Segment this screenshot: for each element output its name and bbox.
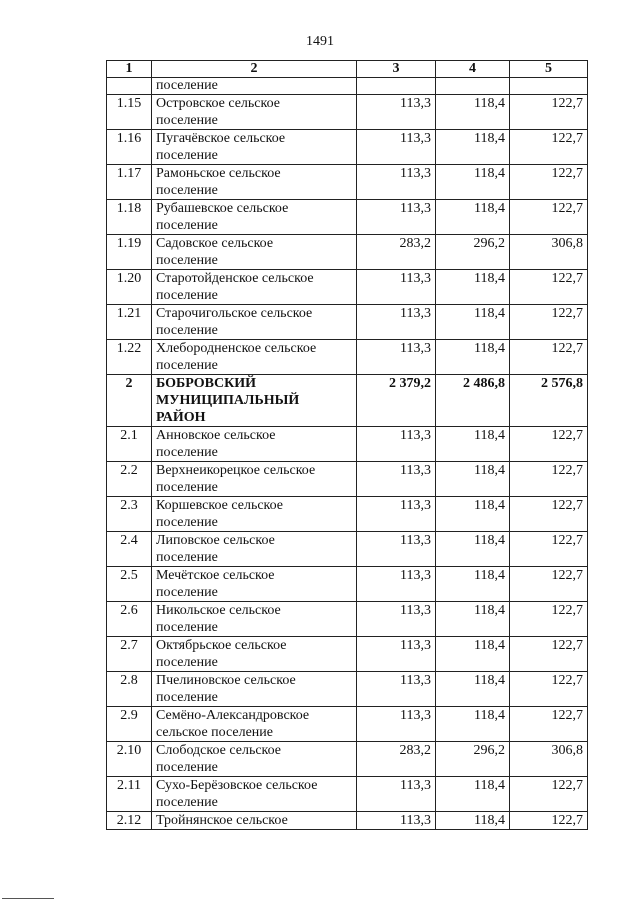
table-row [107, 532, 588, 567]
district-value-5: 2 576,8 [510, 375, 588, 427]
row-name-line-2: сельское поселение [156, 725, 273, 740]
row-value-3: 113,3 [357, 200, 436, 235]
row-value-3: 113,3 [357, 532, 436, 567]
row-name-line-2: поселение [156, 253, 218, 268]
row-value-4: 296,2 [436, 742, 510, 777]
table-header-row [107, 61, 588, 78]
row-name-line-2: поселение [156, 323, 218, 338]
row-name [152, 165, 357, 200]
row-name [152, 200, 357, 235]
row-number: 2.10 [107, 742, 152, 777]
row-name-line-2: поселение [156, 620, 218, 635]
row-value-5: 122,7 [510, 497, 588, 532]
row-number: 1.18 [107, 200, 152, 235]
header-col-2: 2 [152, 61, 357, 78]
row-value-3: 113,3 [357, 462, 436, 497]
row-name-line-1: Мечётское сельское [156, 568, 275, 583]
row-name [152, 95, 357, 130]
row-name-line-1: Октябрьское сельское [156, 638, 287, 653]
row-value-5: 306,8 [510, 742, 588, 777]
row-value-3: 113,3 [357, 707, 436, 742]
row-name-line-1: Сухо-Берёзовское сельское [156, 778, 318, 793]
row-value-4: 118,4 [436, 672, 510, 707]
row-value-5: 122,7 [510, 812, 588, 830]
row-value-4: 118,4 [436, 427, 510, 462]
table-row [107, 427, 588, 462]
row-name [152, 742, 357, 777]
row-name-line-1: Садовское сельское [156, 236, 274, 251]
row-value-3: 113,3 [357, 637, 436, 672]
row-name [152, 427, 357, 462]
table-row [107, 637, 588, 672]
row-value-4: 118,4 [436, 532, 510, 567]
row-value-4: 118,4 [436, 812, 510, 830]
row-name-line-2: поселение [156, 288, 218, 303]
district-name-line-1: БОБРОВСКИЙ [156, 376, 257, 391]
row-value-3: 113,3 [357, 270, 436, 305]
table-row [107, 497, 588, 532]
table-row [107, 270, 588, 305]
row-number: 2.7 [107, 637, 152, 672]
table-row [107, 812, 588, 830]
row-name-line-1: Липовское сельское [156, 533, 275, 548]
row-value-3: 283,2 [357, 742, 436, 777]
row-name [152, 130, 357, 165]
header-col-3: 3 [357, 61, 436, 78]
row-value-4: 118,4 [436, 462, 510, 497]
table-row [107, 200, 588, 235]
row-name [152, 462, 357, 497]
district-row [107, 375, 588, 427]
row-number: 1.20 [107, 270, 152, 305]
page-number: 1491 [306, 34, 334, 49]
row-name [152, 532, 357, 567]
row-number: 1.16 [107, 130, 152, 165]
row-name [152, 637, 357, 672]
row-name-line-2: поселение [156, 445, 218, 460]
row-number: 1.15 [107, 95, 152, 130]
row-value-5: 122,7 [510, 130, 588, 165]
row-value-3: 113,3 [357, 305, 436, 340]
table-row [107, 305, 588, 340]
district-number: 2 [107, 375, 152, 427]
row-name [152, 235, 357, 270]
row-number: 2.1 [107, 427, 152, 462]
row-value-5: 122,7 [510, 532, 588, 567]
table-row [107, 462, 588, 497]
row-value-5: 122,7 [510, 672, 588, 707]
row-value-3: 113,3 [357, 427, 436, 462]
row-name-line-2: поселение [156, 655, 218, 670]
row-name-line-2: поселение [156, 148, 218, 163]
row-name-line-1: Пчелиновское сельское [156, 673, 296, 688]
row-value-4: 118,4 [436, 130, 510, 165]
row-name-line-2: поселение [156, 113, 218, 128]
row-value-5: 122,7 [510, 567, 588, 602]
district-value-3: 2 379,2 [357, 375, 436, 427]
row-value-3: 113,3 [357, 602, 436, 637]
row-name-line-2: поселение [156, 515, 218, 530]
row-value-4 [436, 78, 510, 95]
row-value-5: 122,7 [510, 200, 588, 235]
row-name-line-1: Семёно-Александровское [156, 708, 310, 723]
row-name-line-2: поселение [156, 358, 218, 373]
row-name-line-2: поселение [156, 218, 218, 233]
row-value-4: 118,4 [436, 200, 510, 235]
row-value-3: 113,3 [357, 95, 436, 130]
header-col-1: 1 [107, 61, 152, 78]
row-value-3: 113,3 [357, 777, 436, 812]
row-name-line-1: Рамоньское сельское [156, 166, 281, 181]
budget-table [106, 60, 588, 830]
row-value-3 [357, 78, 436, 95]
row-name-line-1: Островское сельское [156, 96, 280, 111]
footer-rule [2, 898, 54, 899]
table-row [107, 602, 588, 637]
row-name [152, 270, 357, 305]
row-value-3: 113,3 [357, 497, 436, 532]
row-name-line-1: Никольское сельское [156, 603, 281, 618]
row-name [152, 340, 357, 375]
row-value-5: 122,7 [510, 340, 588, 375]
row-value-4: 118,4 [436, 95, 510, 130]
row-name [152, 707, 357, 742]
row-number: 2.6 [107, 602, 152, 637]
row-value-4: 118,4 [436, 340, 510, 375]
row-name [152, 497, 357, 532]
row-name-line-2: поселение [156, 480, 218, 495]
row-number: 1.17 [107, 165, 152, 200]
row-value-5: 122,7 [510, 602, 588, 637]
row-name [152, 777, 357, 812]
row-value-4: 118,4 [436, 777, 510, 812]
row-name-line-1: Старотойденское сельское [156, 271, 314, 286]
table-row [107, 777, 588, 812]
table-row [107, 672, 588, 707]
row-name-line-1: Верхнеикорецкое сельское [156, 463, 316, 478]
row-value-5: 122,7 [510, 427, 588, 462]
district-name-line-3: РАЙОН [156, 410, 206, 425]
row-name-line-1: Слободское сельское [156, 743, 282, 758]
row-name [152, 602, 357, 637]
table-row [107, 165, 588, 200]
row-number: 1.22 [107, 340, 152, 375]
row-name-line-1: Анновское сельское [156, 428, 276, 443]
row-name-line-2: поселение [156, 550, 218, 565]
row-value-5: 122,7 [510, 270, 588, 305]
row-name: поселение [152, 78, 357, 95]
row-number: 2.3 [107, 497, 152, 532]
table-row [107, 567, 588, 602]
table-row [107, 707, 588, 742]
row-value-4: 118,4 [436, 305, 510, 340]
row-value-4: 118,4 [436, 165, 510, 200]
row-name-line-1: Хлебородненское сельское [156, 341, 317, 356]
row-number: 2.12 [107, 812, 152, 830]
table-row [107, 235, 588, 270]
continuation-row [107, 78, 588, 95]
row-name-line-1: Старочигольское сельское [156, 306, 313, 321]
table-row [107, 95, 588, 130]
row-name: Тройнянское сельское [152, 812, 357, 830]
row-value-5 [510, 78, 588, 95]
row-value-5: 122,7 [510, 305, 588, 340]
row-name-line-2: поселение [156, 760, 218, 775]
row-value-4: 296,2 [436, 235, 510, 270]
row-value-4: 118,4 [436, 637, 510, 672]
table-row [107, 742, 588, 777]
row-name-line-1: Пугачёвское сельское [156, 131, 286, 146]
row-number: 2.8 [107, 672, 152, 707]
row-number: 2.5 [107, 567, 152, 602]
row-value-3: 113,3 [357, 567, 436, 602]
district-value-4: 2 486,8 [436, 375, 510, 427]
row-value-3: 113,3 [357, 672, 436, 707]
row-value-5: 122,7 [510, 707, 588, 742]
row-number: 2.9 [107, 707, 152, 742]
row-number: 2.11 [107, 777, 152, 812]
row-name [152, 672, 357, 707]
row-name-line-1: Рубашевское сельское [156, 201, 289, 216]
row-value-5: 122,7 [510, 462, 588, 497]
row-value-5: 306,8 [510, 235, 588, 270]
row-value-3: 283,2 [357, 235, 436, 270]
row-number [107, 78, 152, 95]
row-value-4: 118,4 [436, 270, 510, 305]
district-name [152, 375, 357, 427]
table-row [107, 130, 588, 165]
header-col-5: 5 [510, 61, 588, 78]
table-row [107, 340, 588, 375]
row-number: 2.4 [107, 532, 152, 567]
row-value-4: 118,4 [436, 602, 510, 637]
row-value-5: 122,7 [510, 165, 588, 200]
row-value-3: 113,3 [357, 130, 436, 165]
row-value-4: 118,4 [436, 567, 510, 602]
row-value-5: 122,7 [510, 637, 588, 672]
row-name-line-2: поселение [156, 183, 218, 198]
row-value-3: 113,3 [357, 340, 436, 375]
row-value-3: 113,3 [357, 165, 436, 200]
row-value-4: 118,4 [436, 497, 510, 532]
row-number: 1.21 [107, 305, 152, 340]
row-value-5: 122,7 [510, 777, 588, 812]
row-number: 2.2 [107, 462, 152, 497]
row-name-line-2: поселение [156, 690, 218, 705]
row-value-3: 113,3 [357, 812, 436, 830]
row-name [152, 567, 357, 602]
row-name-line-2: поселение [156, 795, 218, 810]
district-name-line-2: МУНИЦИПАЛЬНЫЙ [156, 393, 300, 408]
row-name-line-1: Коршевское сельское [156, 498, 284, 513]
row-value-4: 118,4 [436, 707, 510, 742]
row-name-line-2: поселение [156, 585, 218, 600]
row-value-5: 122,7 [510, 95, 588, 130]
row-name [152, 305, 357, 340]
header-col-4: 4 [436, 61, 510, 78]
row-number: 1.19 [107, 235, 152, 270]
